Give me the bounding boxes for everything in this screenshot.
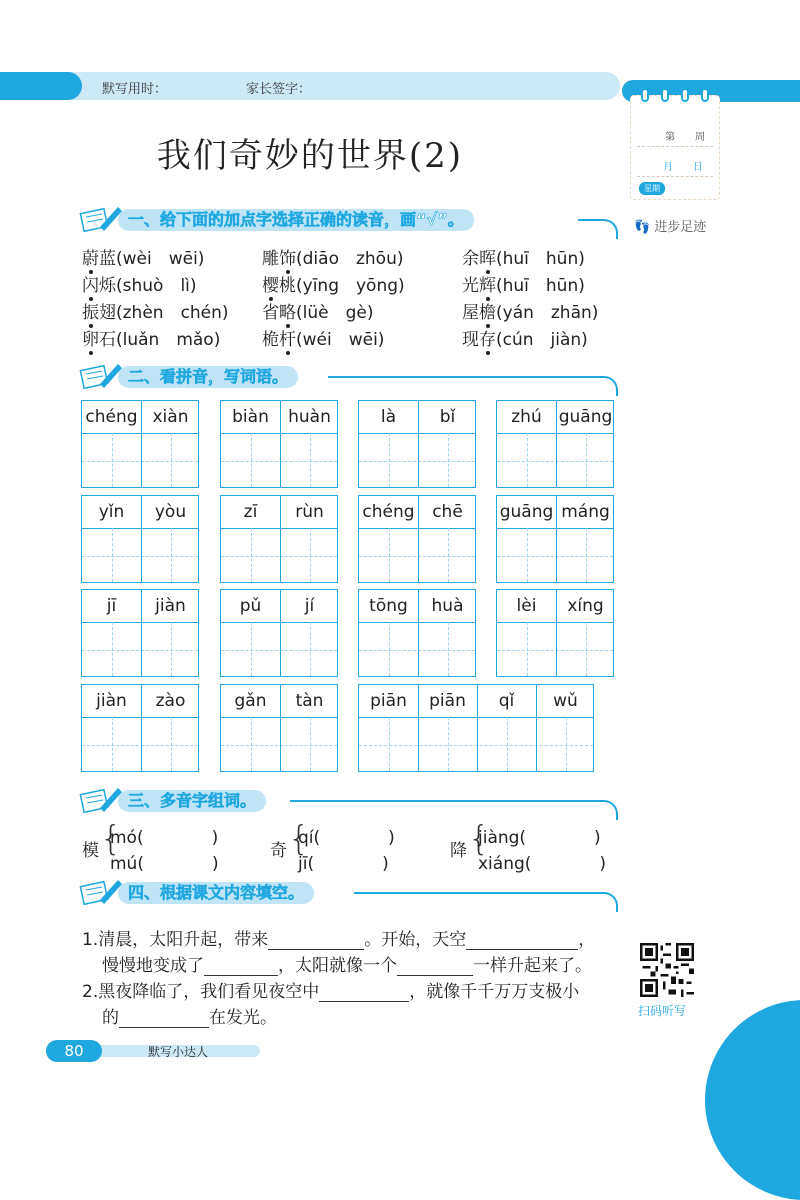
grid-line [221,717,337,718]
section4-heading [78,876,618,906]
poly-reading-a[interactable]: jiàng( ) [478,828,601,848]
heading-tail [328,376,618,396]
section2-heading [78,360,618,390]
pinyin-label: xiàn [152,407,189,427]
pinyin-label: zào [155,691,186,711]
grid-guide [82,745,198,746]
fill-text: 一样升起来了。 [473,956,592,976]
fill-text: ， [578,930,596,950]
grid-guide [448,433,449,487]
dotted-char: 檐 [479,298,496,323]
item-pinyin[interactable]: 烁(shuò lì) [99,276,197,296]
grid-guide [171,433,172,487]
pinyin-label: là [380,407,397,427]
fill-text: 2.黑夜降临了，我们看见夜空中 [82,982,320,1002]
writing-grid[interactable] [358,589,476,677]
poly-reading-b[interactable]: xiáng( ) [478,854,607,874]
brace-icon: { [100,819,122,859]
pinyin-label: lèi [516,596,537,616]
pinyin-label: zī [243,502,258,522]
item-text: 光 [462,276,479,296]
ring-icon [661,88,669,102]
time-label: 默写用时： [102,82,168,97]
fill-text: 慢慢地变成了 [102,956,204,976]
grid-guide [359,650,475,651]
pinyin-choice-item [262,244,403,269]
grid-guide [389,622,390,676]
grid-guide [507,717,508,771]
grid-guide [171,622,172,676]
grid-line [359,433,475,434]
item-text: 桅 [262,330,279,350]
fill-text: 。开始，天空 [364,930,467,950]
pinyin-label: wǔ [553,691,578,711]
pinyin-label: jiàn [96,691,127,711]
ring-icon [701,88,709,102]
section1-title: 一、给下面的加点字选择正确的读音，画“√”。 [118,209,474,231]
fill-text: 在发光。 [209,1008,277,1028]
dotted-char: 杆 [279,325,296,350]
grid-guide [221,745,337,746]
pinyin-label: tàn [295,691,324,711]
heading-tail [354,892,618,912]
dotted-char: 晖 [479,244,496,269]
grid-line [359,528,475,529]
pinyin-label: qǐ [498,691,515,711]
grid-guide [448,717,449,771]
footprint-icon: 👣 [634,220,651,235]
item-pinyin[interactable]: (wéi wēi) [296,330,385,350]
page-number: 80 [46,1040,102,1062]
grid-guide [527,622,528,676]
writing-grid[interactable] [496,495,614,583]
dotted-char: 樱 [262,271,279,296]
calendar-card [630,95,720,200]
dotted-char: 卵 [82,325,99,350]
writing-grid[interactable] [358,495,476,583]
grid-line [221,433,337,434]
book-title: 默写小达人 [148,1045,209,1059]
heading-tail [290,800,618,820]
writing-grid[interactable] [496,589,614,677]
dotted-char: 闪 [82,271,99,296]
page-title: 我们奇妙的世界(2) [156,136,464,176]
item-pinyin[interactable]: (diāo zhōu) [296,249,404,269]
grid-guide [566,717,567,771]
answer-blank[interactable] [268,932,364,950]
corner-decoration [705,1000,800,1200]
dotted-char: 饰 [279,244,296,269]
grid-line [359,622,475,623]
header-bar [0,72,620,100]
grid-guide [448,528,449,582]
grid-guide [497,556,613,557]
pinyin-choice-item [262,325,384,350]
pinyin-label: chē [432,502,463,522]
pinyin-label: guāng [499,502,554,522]
item-text: 省 [262,303,279,323]
pinyin-label: bǐ [439,407,456,427]
answer-blank[interactable] [397,958,473,976]
fill-text: ，太阳就像一个 [278,956,397,976]
pinyin-choice-item [82,271,197,296]
pinyin-label: gǎn [234,691,267,711]
pinyin-label: chéng [85,407,138,427]
pinyin-label: máng [561,502,610,522]
pinyin-label: jiàn [155,596,186,616]
brace-icon: { [468,819,490,859]
pinyin-choice-item [462,325,588,350]
grid-line [497,622,613,623]
grid-line [497,433,613,434]
grid-guide [251,622,252,676]
section3-title: 三、多音字组词。 [118,790,266,812]
grid-line [221,622,337,623]
answer-blank[interactable] [204,958,278,976]
grid-guide [171,717,172,771]
writing-grid[interactable] [220,684,338,772]
grid-guide [389,433,390,487]
grid-guide [497,650,613,651]
dotted-char: 略 [279,298,296,323]
dotted-char: 辉 [479,271,496,296]
grid-guide [112,717,113,771]
grid-guide [251,528,252,582]
item-text: 屋 [462,303,479,323]
ring-icon [641,88,649,102]
heading-tail [578,219,618,239]
writing-grid[interactable] [81,495,199,583]
grid-guide [112,528,113,582]
pinyin-label: piān [429,691,466,711]
grid-guide [112,622,113,676]
poly-char: 奇 [270,841,287,861]
writing-grid[interactable] [220,589,338,677]
section3-heading [78,784,618,814]
grid-guide [310,717,311,771]
weekday-tag: 星期 [639,182,665,195]
fill-line-2 [102,951,592,976]
divider [637,176,713,177]
pinyin-choice-item [462,298,598,323]
item-pinyin[interactable]: (cún jiàn) [496,330,588,350]
item-text: 现 [462,330,479,350]
answer-blank[interactable] [119,1010,209,1028]
grid-guide [82,650,198,651]
pinyin-choice-item [462,271,585,296]
grid-guide [310,433,311,487]
fill-line-1 [82,925,595,950]
divider [637,146,713,147]
grid-guide [251,433,252,487]
grid-guide [527,528,528,582]
pinyin-label: guāng [558,407,613,427]
grid-guide [389,717,390,771]
grid-guide [310,622,311,676]
pinyin-label: yǐn [98,502,125,522]
brace-icon: { [288,819,310,859]
grid-guide [82,461,198,462]
poly-char: 模 [82,841,99,861]
item-pinyin[interactable]: 蓝(wèi wēi) [99,249,205,269]
item-pinyin[interactable]: (huī hūn) [496,249,585,269]
dotted-char: 存 [479,325,496,350]
grid-guide [82,556,198,557]
pinyin-label: piān [370,691,407,711]
fill-text: ，就像千千万万支极小 [409,982,580,1002]
writing-grid[interactable] [496,400,614,488]
grid-line [82,717,198,718]
grid-line [82,622,198,623]
section1-heading [78,203,618,233]
pinyin-choice-item [262,298,373,323]
item-text: 余 [462,249,479,269]
pinyin-label: biàn [232,407,269,427]
poly-reading-a[interactable]: qí( ) [298,828,395,848]
grid-guide [221,461,337,462]
grid-line [82,433,198,434]
ring-icon [681,88,689,102]
poly-reading-b[interactable]: mú( ) [110,854,219,874]
writing-grid[interactable] [220,400,338,488]
pinyin-label: pǔ [239,596,262,616]
fill-text: 的 [102,1008,119,1028]
dotted-char: 振 [82,298,99,323]
poly-reading-a[interactable]: mó( ) [110,828,219,848]
footprint-text: 进步足迹 [654,220,707,235]
pinyin-label: huàn [288,407,331,427]
parent-signature-label: 家长签字： [246,82,312,97]
grid-line [359,717,593,718]
item-pinyin[interactable]: 石(luǎn mǎo) [99,330,221,350]
pinyin-label: yòu [154,502,187,522]
writing-grid[interactable] [358,684,594,772]
grid-guide [221,556,337,557]
writing-grid[interactable] [81,684,199,772]
writing-grid[interactable] [81,589,199,677]
grid-guide [359,461,475,462]
grid-guide [359,556,475,557]
fill-text: 1.清晨，太阳升起，带来 [82,930,269,950]
grid-guide [586,622,587,676]
answer-blank[interactable] [319,984,409,1002]
item-pinyin[interactable]: (yán zhān) [496,303,599,323]
pinyin-label: jī [106,596,117,616]
pinyin-label: tōng [369,596,408,616]
pinyin-choice-item [82,298,229,323]
section4-title: 四、根据课文内容填空。 [118,882,314,904]
grid-guide [527,433,528,487]
writing-grid[interactable] [220,495,338,583]
pinyin-choice-item [262,271,405,296]
grid-guide [497,461,613,462]
dotted-char: 蔚 [82,244,99,269]
item-pinyin[interactable]: 翅(zhèn chén) [99,303,229,323]
fill-line-4 [102,1003,277,1028]
pinyin-label: huà [431,596,464,616]
writing-grid[interactable] [81,400,199,488]
grid-guide [359,745,593,746]
footprint-label [634,216,706,235]
grid-guide [251,717,252,771]
pinyin-choice-item [82,325,220,350]
grid-guide [389,528,390,582]
fill-line-3 [82,977,579,1002]
pinyin-label: rùn [295,502,324,522]
grid-line [497,528,613,529]
qr-label: 扫码听写 [638,1004,687,1018]
pinyin-label: jí [304,596,315,616]
poly-char: 降 [450,841,467,861]
item-pinyin[interactable]: (huī hūn) [496,276,585,296]
pinyin-choice-item [462,244,585,269]
pinyin-label: zhú [511,407,542,427]
grid-guide [586,433,587,487]
grid-line [82,528,198,529]
item-text: 雕 [262,249,279,269]
header-accent [0,72,82,100]
grid-guide [448,622,449,676]
section2-title: 二、看拼音，写词语。 [118,366,298,388]
date-label: 月 日 [663,162,703,173]
writing-grid[interactable] [358,400,476,488]
qr-code-icon[interactable] [640,943,694,997]
grid-guide [171,528,172,582]
grid-guide [310,528,311,582]
pinyin-choice-item [82,244,204,269]
answer-blank[interactable] [466,932,578,950]
item-pinyin[interactable]: (lüè gè) [296,303,374,323]
week-label: 第 周 [665,132,705,143]
pinyin-label: xíng [567,596,604,616]
grid-line [221,528,337,529]
grid-guide [221,650,337,651]
item-pinyin[interactable]: 桃(yīng yōng) [279,276,405,296]
pinyin-label: chéng [362,502,415,522]
poly-reading-b[interactable]: jī( ) [298,854,389,874]
grid-guide [112,433,113,487]
grid-guide [586,528,587,582]
